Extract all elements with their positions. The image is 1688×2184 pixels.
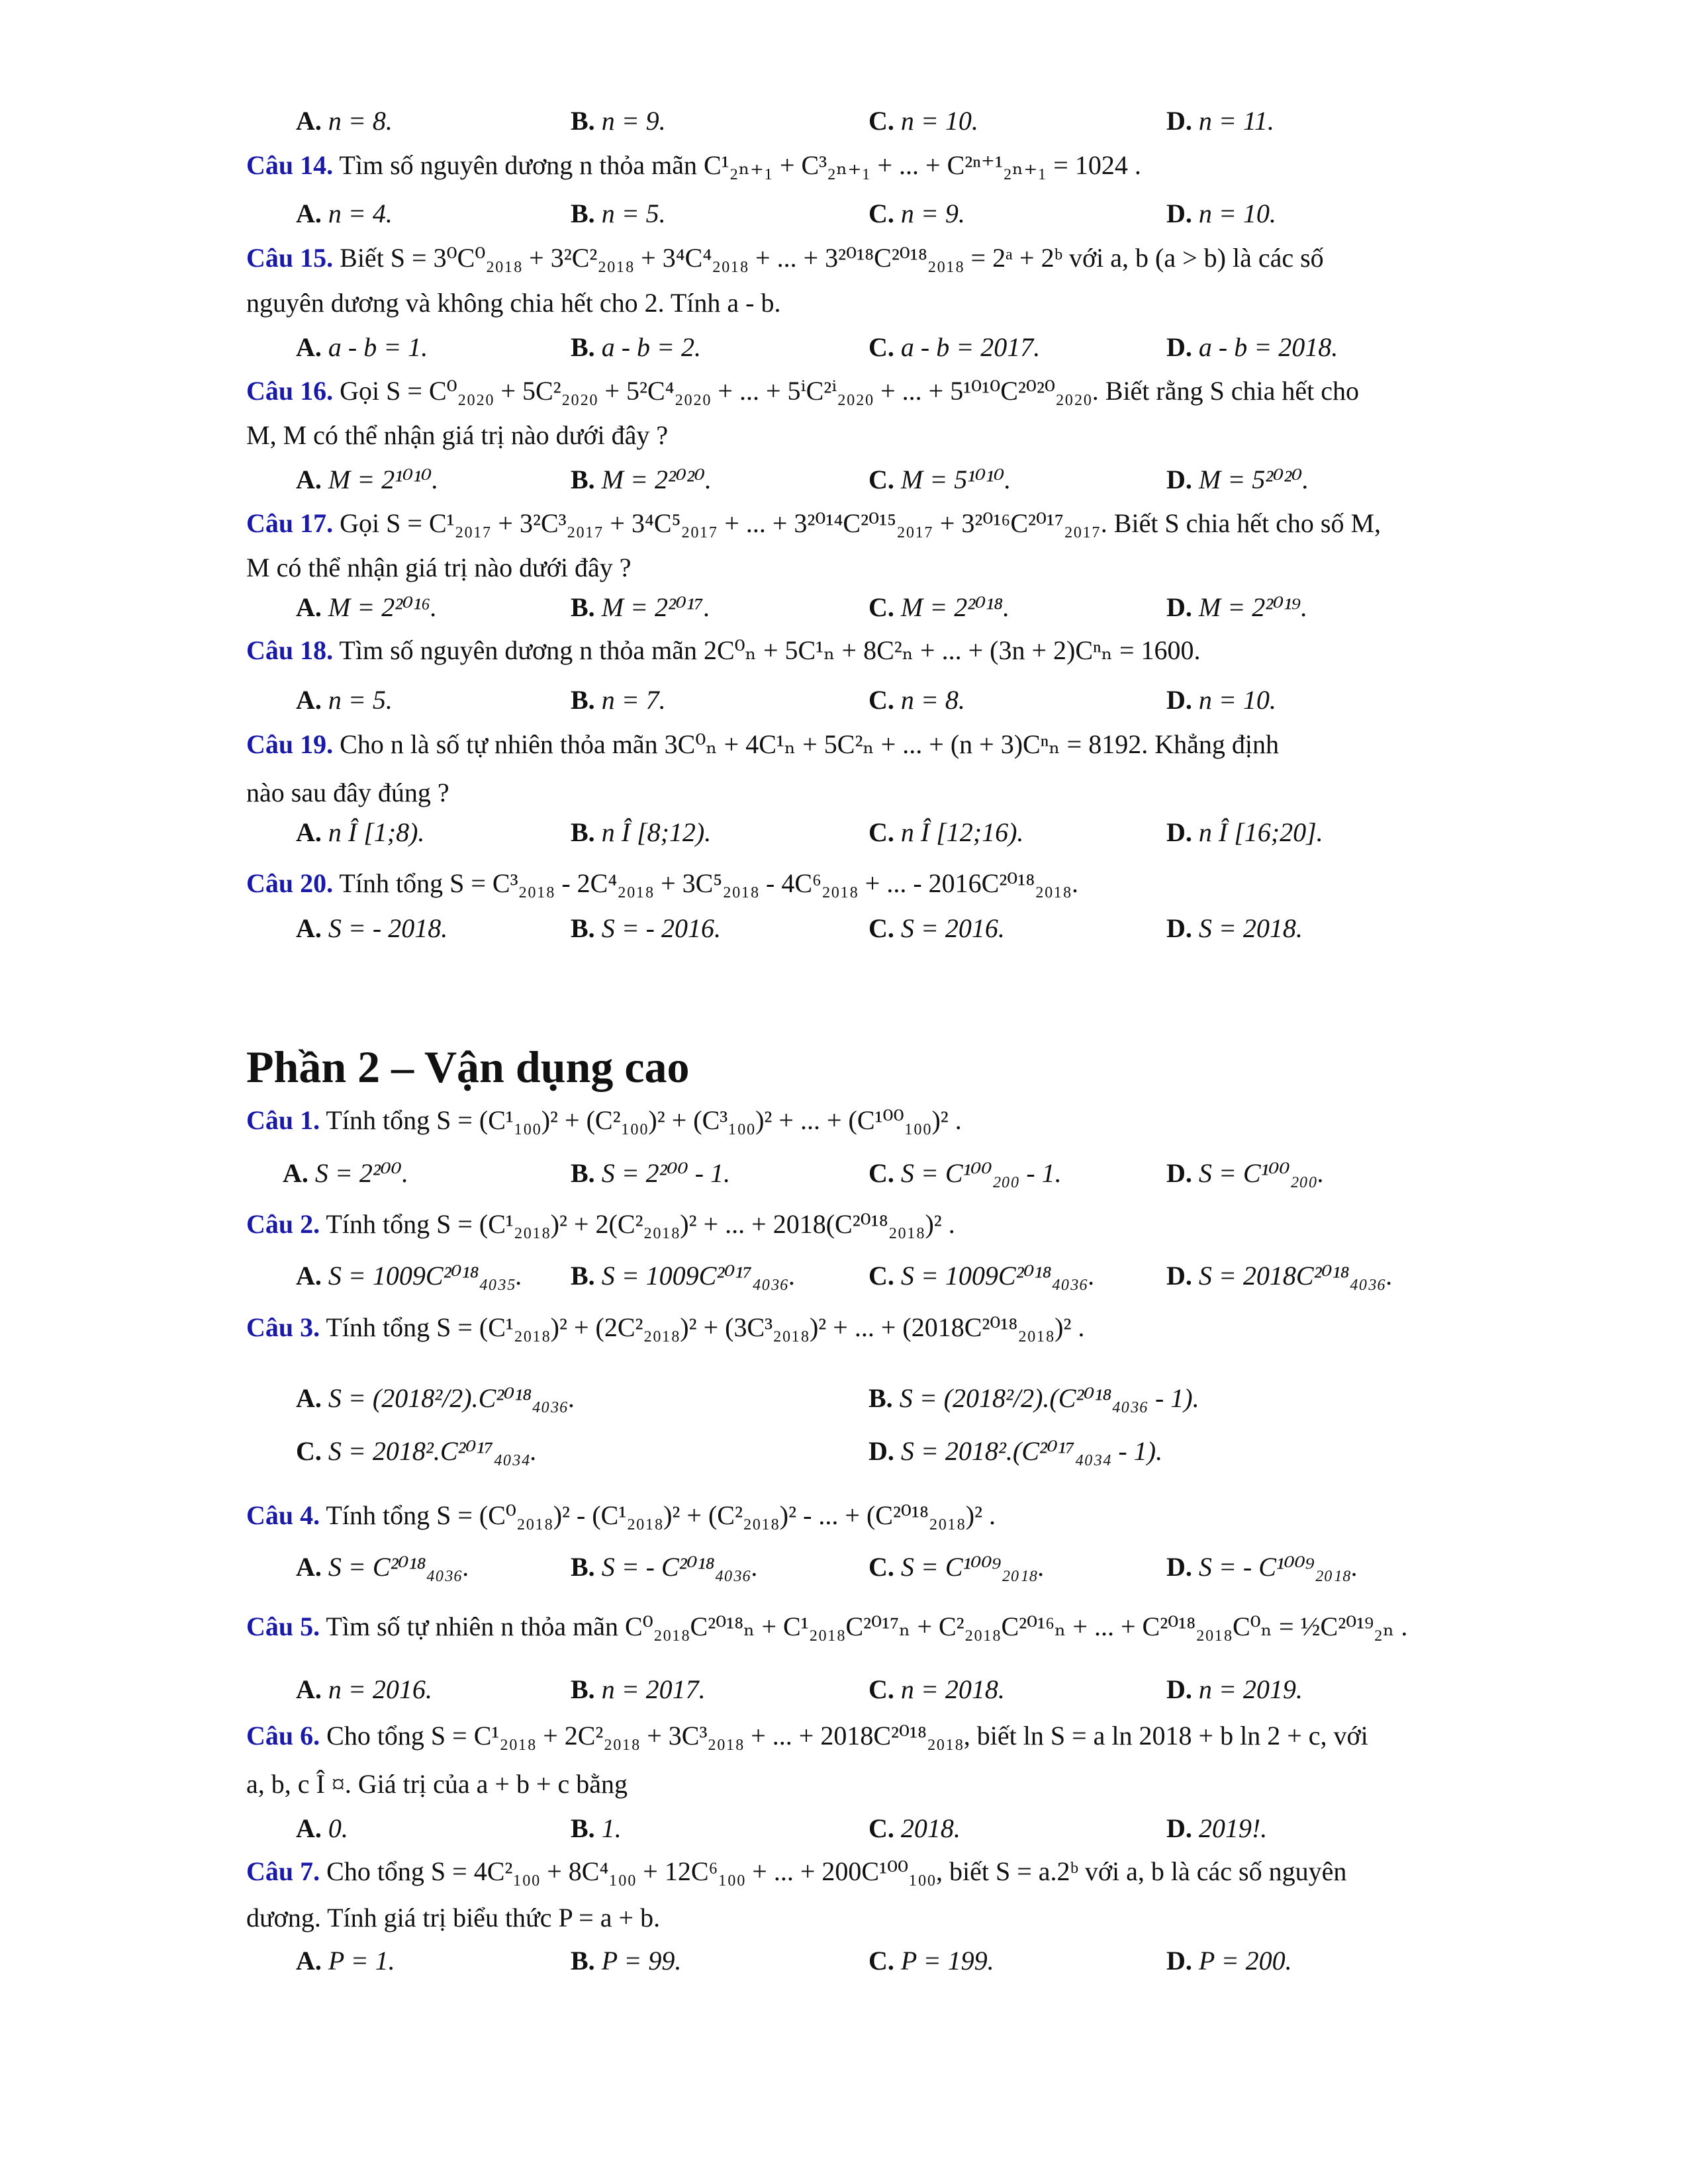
option-label: A.	[296, 1813, 322, 1843]
option-label: C.	[868, 913, 894, 943]
question-text-continued: M, M có thể nhận giá trị nào dưới đây ?	[246, 420, 669, 450]
option-label: D.	[1166, 1946, 1192, 1976]
option-value: M = 2²⁰¹⁹.	[1198, 592, 1308, 622]
option-label: B.	[571, 685, 595, 715]
section-heading: Phần 2 – Vận dụng cao	[246, 1042, 690, 1092]
option-label: C.	[868, 817, 894, 847]
option-label: C.	[868, 1552, 894, 1582]
option-value: a - b = 2018.	[1198, 332, 1338, 362]
question-text: Cho tổng S = C¹₂₀₁₈ + 2C²₂₀₁₈ + 3C³₂₀₁₈ + ... + 2018C²⁰¹⁸₂₀₁₈, biết ln S = a ln 2018 + b ln 2 + c, với	[320, 1721, 1368, 1751]
option-label: C.	[868, 106, 894, 136]
option-value: n Î [1;8).	[328, 817, 425, 847]
option-value: n Î [8;12).	[601, 817, 712, 847]
answer-option[interactable]	[296, 682, 393, 719]
answer-option[interactable]	[296, 195, 393, 232]
option-value: n = 2018.	[900, 1674, 1005, 1704]
option-value: S = (2018²/2).(C²⁰¹⁸₄₀₃₆ - 1).	[899, 1383, 1199, 1413]
question-line	[246, 147, 1436, 184]
option-label: B.	[571, 332, 595, 362]
option-label: C.	[868, 1674, 894, 1704]
option-value: S = C²⁰¹⁸₄₀₃₆.	[328, 1552, 470, 1582]
question-number: Câu 4.	[246, 1500, 320, 1530]
option-value: S = 1009C²⁰¹⁷₄₀₃₆.	[601, 1261, 796, 1291]
answer-option[interactable]	[296, 1549, 469, 1586]
question-number: Câu 2.	[246, 1209, 320, 1239]
answer-option[interactable]	[571, 1549, 758, 1586]
answer-option[interactable]	[296, 1942, 395, 1979]
option-value: S = - 2018.	[328, 913, 448, 943]
answer-options	[246, 103, 1436, 140]
answer-option[interactable]	[1166, 1257, 1393, 1295]
option-label: B.	[571, 1674, 595, 1704]
answer-options	[246, 1433, 1436, 1470]
option-value: S = C¹⁰⁰⁹₂₀₁₈.	[900, 1552, 1045, 1582]
answer-option[interactable]	[1166, 682, 1276, 719]
option-value: P = 199.	[900, 1946, 994, 1976]
option-label: A.	[296, 199, 322, 228]
option-label: A.	[296, 1383, 322, 1413]
question-number: Câu 20.	[246, 868, 334, 898]
option-label: D.	[1166, 465, 1192, 494]
question-line	[246, 726, 1436, 763]
question-text: Tính tổng S = (C⁰₂₀₁₈)² - (C¹₂₀₁₈)² + (C²₂₀₁₈)² - ... + (C²⁰¹⁸₂₀₁₈)² .	[320, 1500, 996, 1530]
question-text-continued: nào sau đây đúng ?	[246, 778, 449, 807]
option-label: B.	[571, 592, 595, 622]
question-number: Câu 3.	[246, 1312, 320, 1342]
option-value: n = 9.	[900, 199, 965, 228]
option-label: C.	[868, 1813, 894, 1843]
option-value: n Î [12;16).	[900, 817, 1024, 847]
answer-options	[246, 1155, 1436, 1192]
option-label: D.	[1166, 106, 1192, 136]
answer-option[interactable]	[868, 461, 1011, 498]
answer-option[interactable]	[296, 1380, 575, 1417]
question-line	[246, 505, 1436, 542]
option-label: D.	[1166, 913, 1192, 943]
answer-option[interactable]	[868, 103, 978, 140]
question-number: Câu 5.	[246, 1612, 320, 1641]
option-value: S = 2016.	[900, 913, 1005, 943]
option-value: S = C¹⁰⁰₂₀₀ - 1.	[900, 1158, 1062, 1188]
answer-option[interactable]	[571, 329, 701, 366]
option-value: a - b = 2017.	[900, 332, 1041, 362]
answer-option[interactable]	[1166, 589, 1307, 626]
answer-options	[246, 1380, 1436, 1417]
option-value: S = C¹⁰⁰₂₀₀.	[1198, 1158, 1325, 1188]
option-value: n = 8.	[900, 685, 965, 715]
answer-options	[246, 1549, 1436, 1586]
answer-option[interactable]	[868, 1257, 1095, 1295]
option-label: A.	[296, 332, 322, 362]
answer-option[interactable]	[1166, 461, 1309, 498]
question-line	[246, 1206, 1436, 1243]
option-label: D.	[1166, 1261, 1192, 1291]
option-label: C.	[868, 685, 894, 715]
option-label: C.	[868, 199, 894, 228]
option-value: n = 5.	[601, 199, 666, 228]
question-line	[246, 1853, 1436, 1890]
option-value: M = 2²⁰²⁰.	[601, 465, 712, 494]
option-value: n = 5.	[328, 685, 393, 715]
option-value: n = 8.	[328, 106, 393, 136]
answer-option[interactable]	[571, 589, 710, 626]
answer-option[interactable]	[296, 329, 428, 366]
answer-option[interactable]	[296, 910, 447, 947]
answer-option[interactable]	[571, 195, 666, 232]
answer-option[interactable]	[296, 461, 438, 498]
answer-option[interactable]	[1166, 1942, 1292, 1979]
option-value: P = 1.	[328, 1946, 395, 1976]
option-value: S = 2018.	[1198, 913, 1303, 943]
question-number: Câu 14.	[246, 150, 334, 180]
option-label: C.	[868, 1158, 894, 1188]
option-label: A.	[296, 913, 322, 943]
option-label: B.	[571, 465, 595, 494]
option-value: n = 10.	[900, 106, 978, 136]
option-value: M = 2²⁰¹⁶.	[328, 592, 438, 622]
option-label: B.	[571, 817, 595, 847]
question-text-continued: dương. Tính giá trị biểu thức P = a + b.	[246, 1903, 661, 1933]
answer-option[interactable]	[296, 1257, 522, 1295]
answer-option[interactable]	[571, 682, 666, 719]
option-label: B.	[571, 913, 595, 943]
option-value: n = 7.	[601, 685, 666, 715]
question-number: Câu 17.	[246, 508, 334, 538]
option-value: n = 2017.	[601, 1674, 706, 1704]
option-label: A.	[296, 106, 322, 136]
answer-option[interactable]	[868, 910, 1005, 947]
option-label: D.	[1166, 199, 1192, 228]
option-label: D.	[868, 1436, 894, 1466]
option-value: S = 2018².(C²⁰¹⁷₄₀₃₄ - 1).	[900, 1436, 1163, 1466]
answer-options	[246, 1671, 1436, 1708]
question-line	[246, 240, 1436, 277]
option-value: M = 2²⁰¹⁷.	[601, 592, 710, 622]
option-label: D.	[1166, 592, 1192, 622]
question-line	[246, 865, 1436, 902]
question-line	[246, 1309, 1436, 1346]
answer-option[interactable]	[571, 1810, 622, 1847]
option-label: B.	[571, 1158, 595, 1188]
question-text: Tìm số tự nhiên n thỏa mãn C⁰₂₀₁₈C²⁰¹⁸ₙ + C¹₂₀₁₈C²⁰¹⁷ₙ + C²₂₀₁₈C²⁰¹⁶ₙ + ... + C²⁰¹⁸₂₀₁₈C⁰ₙ = ½C²⁰¹⁹₂ₙ .	[320, 1612, 1408, 1641]
question-text: Tính tổng S = C³₂₀₁₈ - 2C⁴₂₀₁₈ + 3C⁵₂₀₁₈ - 4C⁶₂₀₁₈ + ... - 2016C²⁰¹⁸₂₀₁₈.	[333, 868, 1079, 898]
option-value: n = 10.	[1198, 685, 1276, 715]
question-text: Tính tổng S = (C¹₁₀₀)² + (C²₁₀₀)² + (C³₁₀₀)² + ... + (C¹⁰⁰₁₀₀)² .	[320, 1105, 962, 1135]
question-number: Câu 7.	[246, 1856, 320, 1886]
option-label: A.	[283, 1158, 308, 1188]
answer-option[interactable]	[868, 195, 965, 232]
answer-option[interactable]	[868, 814, 1023, 851]
answer-option[interactable]	[571, 1671, 706, 1708]
option-value: M = 5¹⁰¹⁰.	[900, 465, 1011, 494]
option-label: C.	[296, 1436, 322, 1466]
option-value: n Î [16;20].	[1198, 817, 1323, 847]
option-value: S = - 2016.	[601, 913, 721, 943]
answer-option[interactable]	[1166, 195, 1276, 232]
option-value: 0.	[328, 1813, 348, 1843]
option-label: A.	[296, 817, 322, 847]
option-label: B.	[571, 1946, 595, 1976]
question-line	[246, 1717, 1436, 1754]
option-value: P = 200.	[1198, 1946, 1292, 1976]
question-line	[246, 1102, 1436, 1139]
question-line	[246, 373, 1436, 410]
option-value: 1.	[601, 1813, 622, 1843]
answer-options	[246, 461, 1436, 498]
question-number: Câu 6.	[246, 1721, 320, 1751]
option-label: D.	[1166, 332, 1192, 362]
option-value: n = 10.	[1198, 199, 1276, 228]
answer-option[interactable]	[296, 103, 393, 140]
answer-option[interactable]	[868, 1549, 1045, 1586]
option-value: n = 9.	[601, 106, 666, 136]
answer-option[interactable]	[571, 1257, 796, 1295]
answer-option[interactable]	[283, 1155, 408, 1192]
option-value: S = 2²⁰⁰ - 1.	[601, 1158, 731, 1188]
question-text-continued: M có thể nhận giá trị nào dưới đây ?	[246, 553, 632, 582]
option-label: B.	[571, 199, 595, 228]
answer-options	[246, 195, 1436, 232]
option-label: A.	[296, 592, 322, 622]
answer-option[interactable]	[296, 814, 424, 851]
option-value: S = 2²⁰⁰.	[314, 1158, 408, 1188]
option-value: 2018.	[900, 1813, 961, 1843]
answer-option[interactable]	[868, 1671, 1005, 1708]
option-value: P = 99.	[601, 1946, 682, 1976]
option-value: n = 4.	[328, 199, 393, 228]
option-label: B.	[571, 1552, 595, 1582]
question-text: Gọi S = C⁰₂₀₂₀ + 5C²₂₀₂₀ + 5²C⁴₂₀₂₀ + ... + 5ⁱC²ⁱ₂₀₂₀ + ... + 5¹⁰¹⁰C²⁰²⁰₂₀₂₀. Biết rằng S chia hết cho	[333, 376, 1359, 406]
answer-option[interactable]	[868, 682, 965, 719]
option-value: a - b = 1.	[328, 332, 428, 362]
answer-option[interactable]	[1166, 1810, 1267, 1847]
option-label: C.	[868, 592, 894, 622]
option-label: D.	[1166, 1813, 1192, 1843]
option-value: M = 2¹⁰¹⁰.	[328, 465, 439, 494]
option-label: A.	[296, 1946, 322, 1976]
question-text: Cho tổng S = 4C²₁₀₀ + 8C⁴₁₀₀ + 12C⁶₁₀₀ + ... + 200C¹⁰⁰₁₀₀, biết S = a.2ᵇ với a, b là các số nguyên	[320, 1856, 1347, 1886]
option-value: S = 2018².C²⁰¹⁷₄₀₃₄.	[328, 1436, 538, 1466]
question-text: Tìm số nguyên dương n thỏa mãn 2C⁰ₙ + 5C¹ₙ + 8C²ₙ + ... + (3n + 2)Cⁿₙ = 1600.	[333, 635, 1201, 665]
answer-option[interactable]	[1166, 329, 1338, 366]
answer-options	[246, 814, 1436, 851]
answer-option[interactable]	[868, 1810, 961, 1847]
answer-option[interactable]	[296, 1810, 348, 1847]
answer-options	[246, 589, 1436, 626]
question-text: Cho n là số tự nhiên thỏa mãn 3C⁰ₙ + 4C¹ₙ + 5C²ₙ + ... + (n + 3)Cⁿₙ = 8192. Khẳng định	[333, 729, 1279, 759]
answer-option[interactable]	[296, 1433, 537, 1470]
answer-option[interactable]	[868, 1433, 1162, 1470]
option-value: a - b = 2.	[601, 332, 701, 362]
option-label: A.	[296, 685, 322, 715]
answer-option[interactable]	[868, 329, 1040, 366]
question-number: Câu 16.	[246, 376, 334, 406]
answer-options	[246, 1810, 1436, 1847]
question-text: Tìm số nguyên dương n thỏa mãn C¹₂ₙ₊₁ + C³₂ₙ₊₁ + ... + C²ⁿ⁺¹₂ₙ₊₁ = 1024 .	[333, 150, 1141, 180]
answer-option[interactable]	[1166, 814, 1323, 851]
answer-options	[246, 1257, 1436, 1295]
question-number: Câu 19.	[246, 729, 334, 759]
answer-option[interactable]	[1166, 1549, 1358, 1586]
option-label: C.	[868, 1261, 894, 1291]
answer-option[interactable]	[571, 103, 666, 140]
option-value: S = - C¹⁰⁰⁹₂₀₁₈.	[1198, 1552, 1358, 1582]
question-number: Câu 1.	[246, 1105, 320, 1135]
question-text: Gọi S = C¹₂₀₁₇ + 3²C³₂₀₁₇ + 3⁴C⁵₂₀₁₇ + ... + 3²⁰¹⁴C²⁰¹⁵₂₀₁₇ + 3²⁰¹⁶C²⁰¹⁷₂₀₁₇. Biết S chia hết cho số M,	[333, 508, 1382, 538]
answer-option[interactable]	[296, 1671, 432, 1708]
answer-option[interactable]	[1166, 910, 1303, 947]
answer-options	[246, 910, 1436, 947]
option-value: n = 11.	[1198, 106, 1274, 136]
option-label: D.	[1166, 817, 1192, 847]
answer-option[interactable]	[571, 461, 712, 498]
option-label: C.	[868, 465, 894, 494]
option-label: B.	[571, 1261, 595, 1291]
option-label: B.	[571, 106, 595, 136]
option-label: D.	[1166, 1674, 1192, 1704]
question-text: Tính tổng S = (C¹₂₀₁₈)² + (2C²₂₀₁₈)² + (3C³₂₀₁₈)² + ... + (2018C²⁰¹⁸₂₀₁₈)² .	[320, 1312, 1085, 1342]
option-value: M = 5²⁰²⁰.	[1198, 465, 1309, 494]
question-text: Tính tổng S = (C¹₂₀₁₈)² + 2(C²₂₀₁₈)² + ... + 2018(C²⁰¹⁸₂₀₁₈)² .	[320, 1209, 955, 1239]
option-value: S = 1009C²⁰¹⁸₄₀₃₅.	[328, 1261, 523, 1291]
answer-option[interactable]	[571, 814, 711, 851]
option-label: B.	[571, 1813, 595, 1843]
option-value: M = 2²⁰¹⁸.	[900, 592, 1010, 622]
answer-options	[246, 1942, 1436, 1979]
question-number: Câu 15.	[246, 243, 334, 273]
answer-option[interactable]	[571, 910, 721, 947]
option-label: D.	[1166, 1552, 1192, 1582]
option-value: S = (2018²/2).C²⁰¹⁸₄₀₃₆.	[328, 1383, 575, 1413]
option-value: 2019!.	[1198, 1813, 1268, 1843]
question-line	[246, 1497, 1436, 1534]
option-label: A.	[296, 1552, 322, 1582]
answer-option[interactable]	[1166, 103, 1274, 140]
option-label: D.	[1166, 1158, 1192, 1188]
question-number: Câu 18.	[246, 635, 334, 665]
question-line	[246, 632, 1436, 669]
answer-option[interactable]	[1166, 1671, 1303, 1708]
answer-option[interactable]	[868, 589, 1009, 626]
option-value: n = 2019.	[1198, 1674, 1303, 1704]
answer-options	[246, 329, 1436, 366]
option-label: C.	[868, 332, 894, 362]
option-value: S = 1009C²⁰¹⁸₄₀₃₆.	[900, 1261, 1096, 1291]
answer-option[interactable]	[1166, 1155, 1324, 1192]
option-label: A.	[296, 1674, 322, 1704]
question-text-continued: a, b, c Î ¤. Giá trị của a + b + c bằng	[246, 1769, 628, 1799]
answer-option[interactable]	[296, 589, 437, 626]
option-label: A.	[296, 465, 322, 494]
option-label: C.	[868, 1946, 894, 1976]
answer-option[interactable]	[571, 1155, 730, 1192]
answer-option[interactable]	[868, 1155, 1062, 1192]
answer-options	[246, 682, 1436, 719]
question-text-continued: nguyên dương và không chia hết cho 2. Tính a - b.	[246, 288, 781, 318]
answer-option[interactable]	[571, 1942, 681, 1979]
option-value: S = - C²⁰¹⁸₄₀₃₆.	[601, 1552, 759, 1582]
option-value: S = 2018C²⁰¹⁸₄₀₃₆.	[1198, 1261, 1393, 1291]
option-label: A.	[296, 1261, 322, 1291]
answer-option[interactable]	[868, 1942, 994, 1979]
option-value: n = 2016.	[328, 1674, 432, 1704]
question-text: Biết S = 3⁰C⁰₂₀₁₈ + 3²C²₂₀₁₈ + 3⁴C⁴₂₀₁₈ + ... + 3²⁰¹⁸C²⁰¹⁸₂₀₁₈ = 2ᵃ + 2ᵇ với a, b (a > b) là các số	[333, 243, 1324, 273]
option-label: B.	[868, 1383, 893, 1413]
question-line	[246, 1608, 1436, 1645]
option-label: D.	[1166, 685, 1192, 715]
answer-option[interactable]	[868, 1380, 1199, 1417]
